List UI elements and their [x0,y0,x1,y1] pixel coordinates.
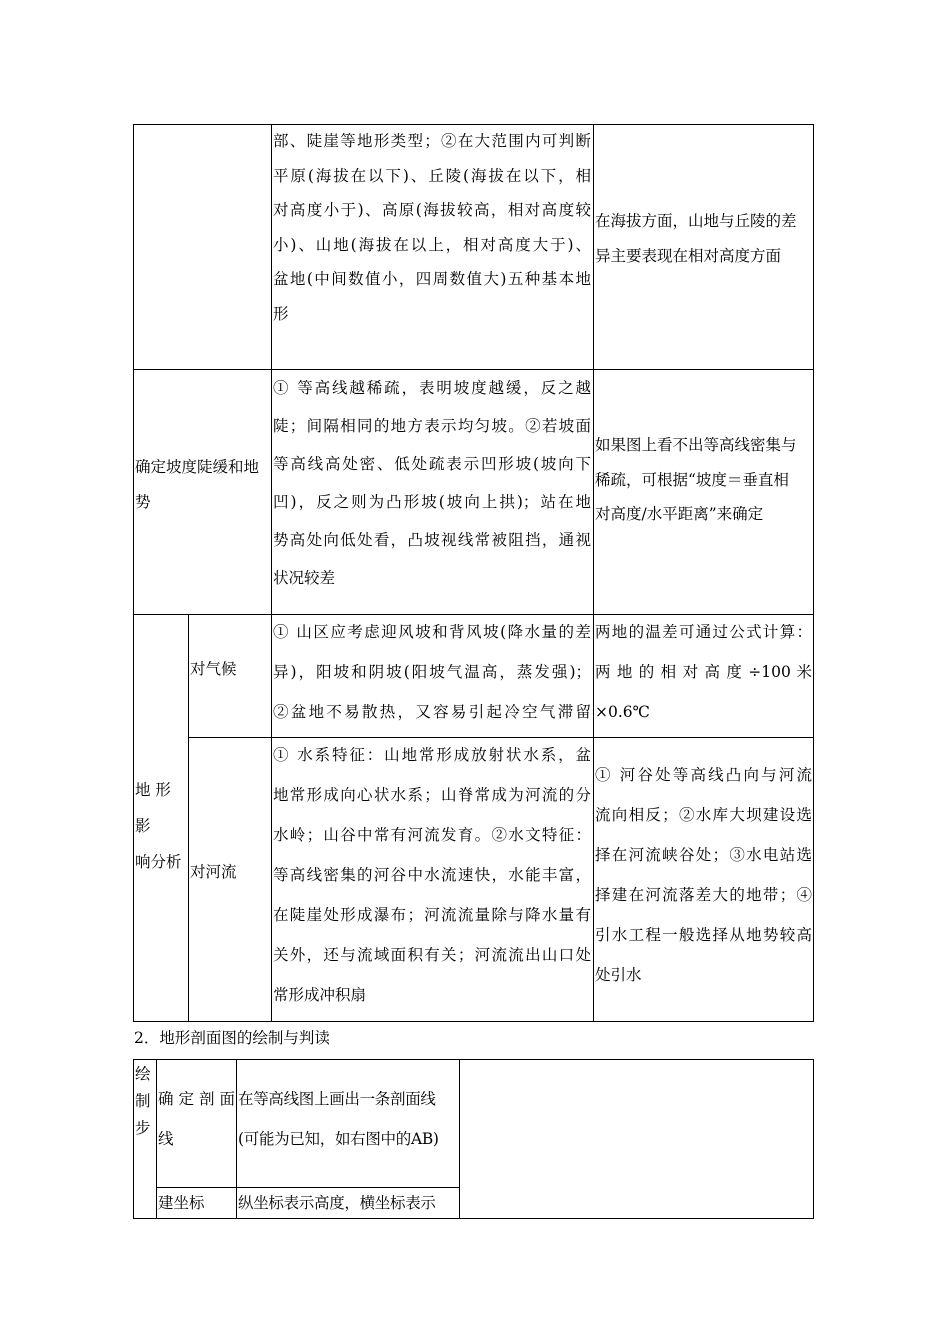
table2-border-right [813,1059,814,1219]
text-line: 绘 [135,1065,151,1083]
text-line: 平原(海拔在以下)、丘陵(海拔在以下，相 [273,166,591,185]
table2-border-c3 [459,1059,460,1219]
text-line: 处引水 [595,966,642,984]
climate-note [595,612,812,732]
table2-border-c2 [236,1059,237,1219]
text-line: ②盆地不易散热，又容易引起冷空气滞留 [273,703,591,721]
text-line: ① 等高线越稀疏，表明坡度越缓，反之越 [273,379,591,397]
text-line: 状况较差 [273,569,336,587]
text-line: 制 [135,1092,151,1110]
row-slope-label [135,450,271,519]
text-line: ① 水系特征：山地常形成放射状水系，盆 [273,746,591,764]
table1-border-left [133,124,134,1022]
text-line: 在等高线图上画出一条剖面线 [238,1090,436,1108]
text-line: 步 [135,1119,151,1137]
text-line: 异主要表现在相对高度方面 [595,246,782,265]
text-line: 关外，还与流域面积有关；河流流出山口处 [273,946,591,964]
text-line: 异)，阳坡和阴坡(阳坡气温高，蒸发强)； [273,663,591,681]
text-line: 地常形成向心状水系；山脊常成为河流的分 [273,786,591,804]
table1-border-col2 [271,124,272,1022]
text-line: 盆地(中间数值小，四周数值大)五种基本地 [273,270,591,288]
text-line: 如果图上看不出等高线密集与 [595,436,797,454]
text-line: 势高处向低处看，凸坡视线常被阻挡，通视 [273,531,591,549]
text-line: 凹)，反之则为凸形坡(坡向上拱)；站在地 [273,493,591,511]
text-line: 等高线高处密、低处疏表示凹形坡(坡向下 [273,455,591,473]
text-line: 确 定 剖 面 [158,1090,235,1108]
text-line: 引水工程一般选择从地势较高 [595,926,812,944]
text-line: 在海拔方面，山地与丘陵的差 [595,212,797,230]
row-slope-description [273,369,591,597]
text-line: 两 地 的 相 对 高 度 ÷100 米 [595,663,812,681]
table1-border-right [813,124,814,1022]
text-line: 小)、山地(海拔在以上，相对高度大于)、 [273,235,591,254]
table2-border-left [133,1059,134,1219]
river-description [273,735,591,1015]
step2-label: 建坐标 [158,1194,205,1212]
text-line: 响分析 [135,853,182,871]
text-line: ① 山区应考虑迎风坡和背风坡(降水量的差 [273,623,591,641]
row-top-description [273,124,591,331]
text-line: 两地的温差可通过公式计算： [595,623,812,641]
climate-description [273,612,591,732]
text-line: 陡；间隔相同的地方表示均匀坡。②若坡面 [273,417,591,435]
text-line: 稀疏，可根据“坡度＝垂直相 [595,470,789,489]
text-line: 势 [135,492,151,511]
step2-content: 纵坐标表示高度，横坐标表示 [238,1194,436,1212]
text-line: 择在河流峡谷处；③水电站选 [595,846,812,864]
text-line: 线 [158,1130,174,1148]
text-line: 对高度小于)、高原(海拔较高，相对高度较 [273,201,591,219]
section-title: 2．地形剖面图的绘制与判读 [134,1029,330,1047]
text-line: 确定坡度陡缓和地 [135,458,260,476]
text-line: 等高线密集的河谷中水流速快，水能丰富， [273,866,591,884]
text-line: 部、陡崖等地形类型；②在大范围内可判断 [273,132,591,150]
climate-label: 对气候 [190,660,237,678]
text-line: 对高度/水平距离”来确定 [595,505,764,523]
text-line: 地 形 影 [135,781,171,835]
text-line: 择建在河流落差大的地带；④ [595,886,812,904]
river-label: 对河流 [190,863,237,881]
text-line: 流向相反；②水库大坝建设选 [595,806,812,824]
row-slope-note [595,428,812,532]
text-line: (可能为已知，如右图中的AB) [238,1130,439,1148]
table1-border-sub [188,614,189,1022]
river-note [595,755,812,995]
text-line: 水岭；山谷中常有河流发育。②水文特征： [273,826,591,844]
draw-steps-label [135,1061,155,1142]
text-line: ① 河谷处等高线凸向与河流 [595,766,812,784]
step1-content [238,1079,459,1159]
table2-border-c1 [156,1059,157,1219]
text-line: 形 [273,304,289,323]
row-influence-label [135,772,187,880]
step1-label [158,1079,235,1159]
table1-border-col3 [593,124,594,1022]
text-line: 在陡崖处形成瀑布；河流流量除与降水量有 [273,906,591,924]
text-line: 常形成冲积扇 [273,986,367,1004]
row-top-note [595,204,812,273]
text-line: ×0.6℃ [595,703,650,721]
